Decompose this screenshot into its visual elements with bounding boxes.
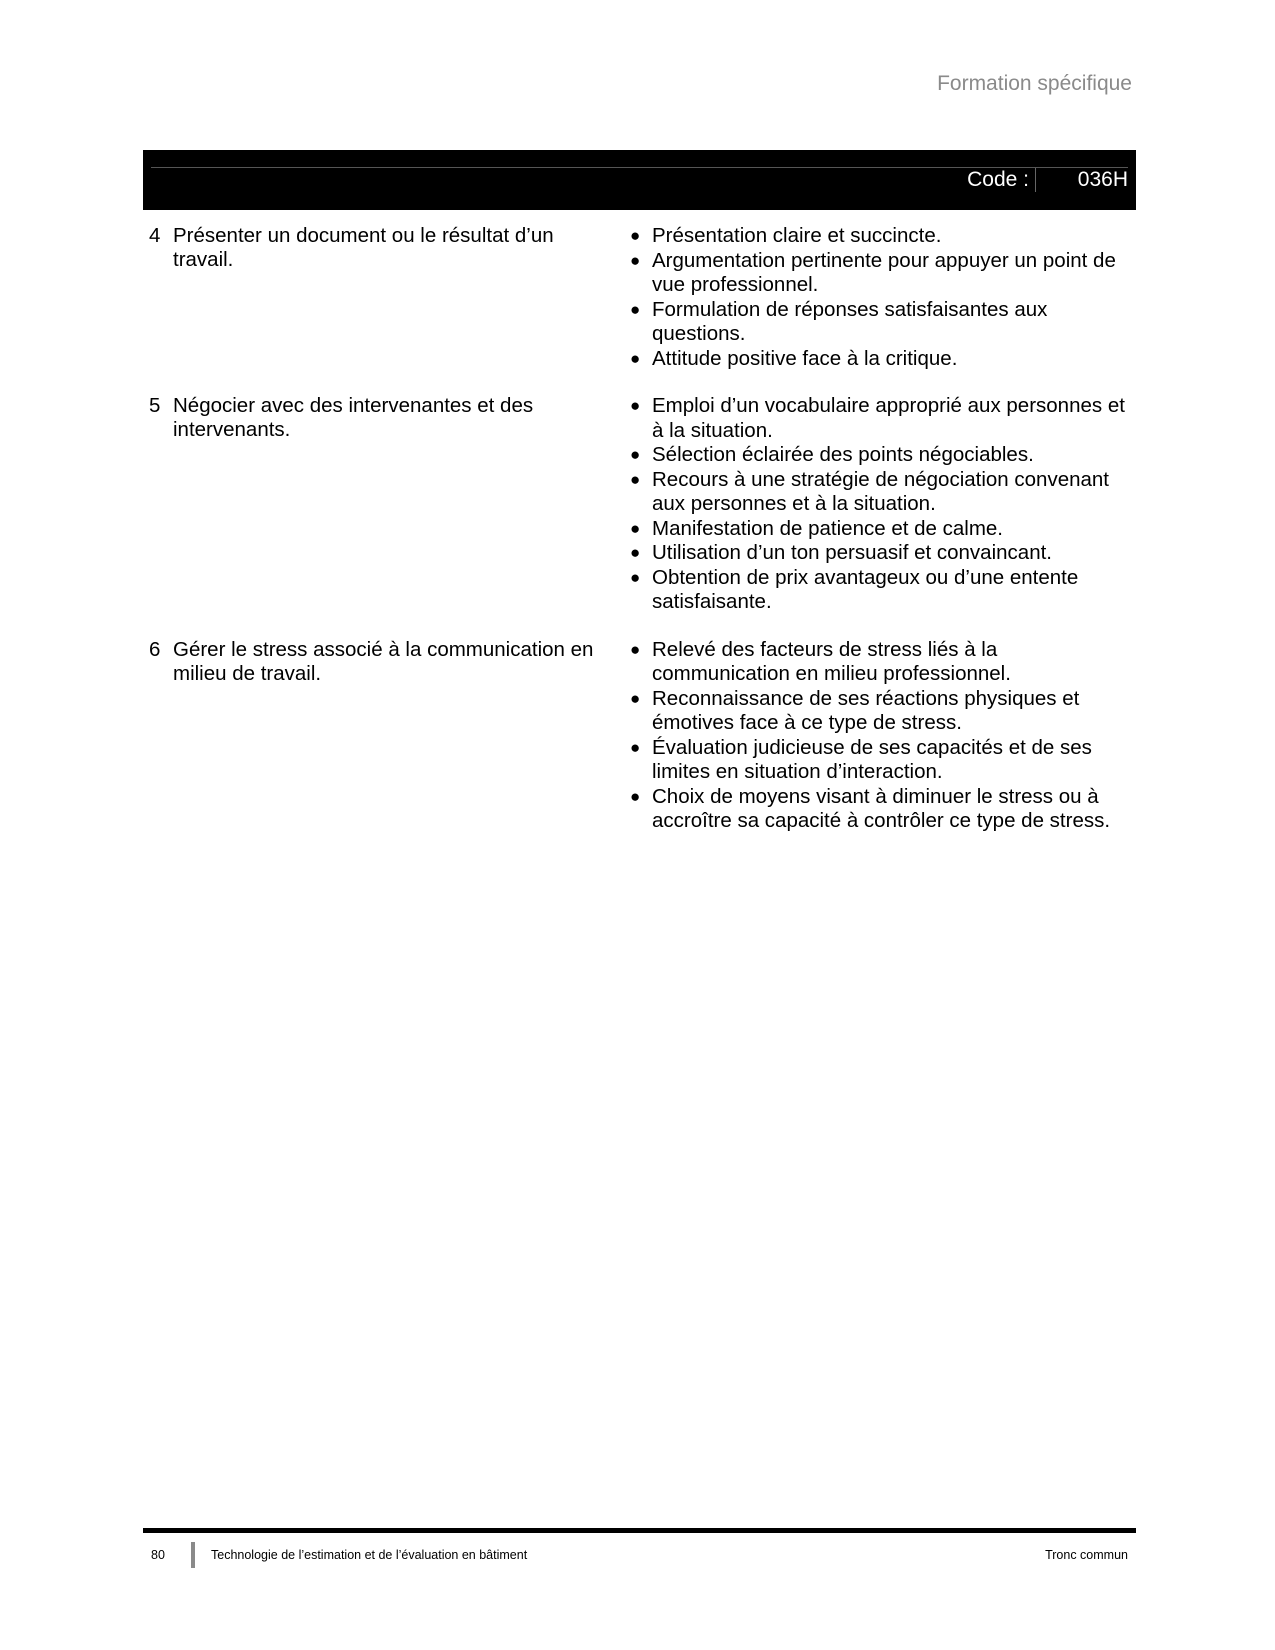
- footer-rule: [143, 1528, 1136, 1533]
- criterion-item: [625, 298, 1136, 347]
- criterion-text: Relevé des facteurs de stress liés à la communication en milieu professionnel.: [652, 637, 1011, 685]
- bullet-icon: ●: [630, 518, 641, 538]
- element-statement: [143, 224, 623, 371]
- bullet-icon: ●: [630, 396, 641, 415]
- bullet-icon: ●: [630, 299, 641, 319]
- criterion-item: [625, 347, 1136, 372]
- criterion-text: Choix de moyens visant à diminuer le stress ou à accroître sa capacité à contrôler ce type de stress.: [652, 784, 1111, 832]
- element-row: [143, 224, 1136, 371]
- bullet-icon: ●: [630, 737, 641, 757]
- element-row: [143, 394, 1136, 615]
- criterion-text: Reconnaissance de ses réactions physiques et émotives face à ce type de stress.: [652, 686, 1080, 734]
- footer-divider: [191, 1542, 195, 1568]
- criterion-item: [625, 468, 1136, 517]
- bullet-icon: ●: [630, 567, 641, 587]
- criterion-item: [625, 249, 1136, 298]
- page-number: 80: [151, 1548, 165, 1562]
- criterion-text: Obtention de prix avantageux ou d’une entente satisfaisante.: [652, 565, 1079, 613]
- criterion-text: Emploi d’un vocabulaire approprié aux personnes et à la situation.: [652, 394, 1125, 442]
- element-number: 6: [149, 637, 161, 661]
- criterion-text: Argumentation pertinente pour appuyer un point de vue professionnel.: [652, 248, 1116, 296]
- criterion-text: Utilisation d’un ton persuasif et convaincant.: [652, 541, 1052, 564]
- element-text: Gérer le stress associé à la communication en milieu de travail.: [173, 637, 594, 685]
- bullet-icon: ●: [630, 445, 641, 464]
- performance-criteria: [623, 224, 1136, 371]
- criterion-item: [625, 736, 1136, 785]
- criterion-text: Attitude positive face à la critique.: [652, 346, 958, 370]
- criterion-text: Sélection éclairée des points négociables.: [652, 443, 1034, 466]
- criterion-text: Présentation claire et succincte.: [652, 224, 942, 247]
- performance-criteria: [623, 638, 1136, 834]
- criterion-item: [625, 224, 1136, 249]
- performance-criteria: [623, 394, 1136, 615]
- element-row: [143, 638, 1136, 834]
- footer-section: Tronc commun: [1045, 1548, 1128, 1562]
- criterion-text: Évaluation judicieuse de ses capacités et de ses limites en situation d’interaction.: [652, 735, 1092, 783]
- bullet-icon: ●: [630, 543, 641, 562]
- bullet-icon: ●: [630, 250, 641, 270]
- criterion-text: Manifestation de patience et de calme.: [652, 516, 1003, 540]
- bullet-icon: ●: [630, 688, 641, 708]
- criterion-item: [625, 517, 1136, 542]
- element-statement: [143, 394, 623, 615]
- bullet-icon: ●: [630, 469, 641, 489]
- criterion-item: [625, 785, 1136, 834]
- competency-elements: [143, 224, 1136, 834]
- element-text: Négocier avec des intervenantes et des intervenants.: [173, 394, 534, 441]
- code-bar: [143, 150, 1136, 210]
- element-number: 4: [149, 224, 161, 247]
- code-value: 036H: [1077, 168, 1128, 191]
- bullet-icon: ●: [630, 226, 641, 245]
- criterion-text: Formulation de réponses satisfaisantes aux questions.: [652, 297, 1048, 345]
- criterion-item: [625, 443, 1136, 468]
- bullet-icon: ●: [630, 639, 641, 659]
- criterion-item: [625, 394, 1136, 443]
- criterion-item: [625, 566, 1136, 615]
- bullet-icon: ●: [630, 786, 641, 806]
- criterion-item: [625, 638, 1136, 687]
- running-head: Formation spécifique: [937, 72, 1132, 95]
- footer-title: Technologie de l’estimation et de l’évaluation en bâtiment: [211, 1548, 528, 1562]
- element-statement: [143, 638, 623, 834]
- element-text: Présenter un document ou le résultat d’un travail.: [173, 224, 554, 271]
- criterion-item: [625, 541, 1136, 566]
- page-footer: [143, 1540, 1136, 1568]
- element-number: 5: [149, 394, 161, 417]
- criterion-item: [625, 687, 1136, 736]
- criterion-text: Recours à une stratégie de négociation convenant aux personnes et à la situation.: [652, 467, 1110, 515]
- bullet-icon: ●: [630, 348, 641, 368]
- code-label: Code :: [967, 168, 1036, 192]
